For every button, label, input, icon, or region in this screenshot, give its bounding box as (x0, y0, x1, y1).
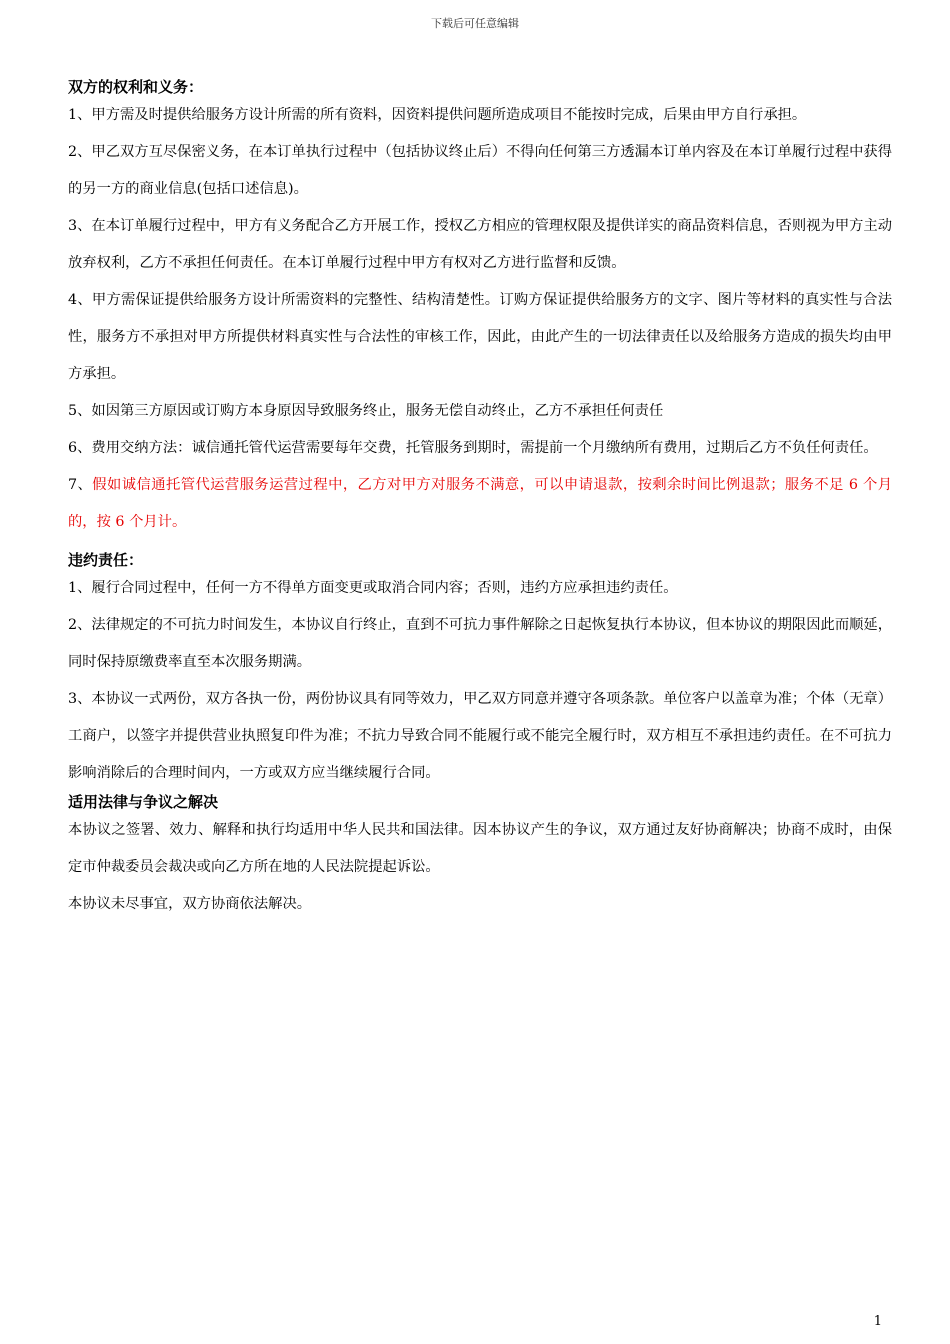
section-heading-rights: 双方的权利和义务： (68, 78, 204, 96)
breach-clause-1: 1、履行合同过程中，任何一方不得单方面变更或取消合同内容；否则，违约方应承担违约责任。 (68, 580, 678, 596)
page-header: 下载后可任意编辑 (431, 17, 519, 30)
rights-clause-6: 6、费用交纳方法：诚信通托管代运营需要每年交费，托管服务到期时，需提前一个月缴纳所有费用，过期后乙方不负任何责任。 (68, 440, 878, 456)
section-heading-breach: 违约责任： (68, 551, 144, 569)
rights-clause-2: 2、甲乙双方互尽保密义务，在本订单执行过程中（包括协议终止后）不得向任何第三方透漏本订单内容及在本订单履行过程中获得的另一方的商业信息(包括口述信息)。 (68, 144, 893, 197)
breach-clause-3: 3、本协议一式两份，双方各执一份，两份协议具有同等效力，甲乙双方同意并遵守各项条款。单位客户以盖章为准；个体（无章）工商户，以签字并提供营业执照复印件为准；不抗力导致合同不能履行或不能完全履行时，双方相互不承担违约责任。在不可抗力影响消除后的合理时间内，一方或双方应当继续履行合同。 (68, 691, 893, 781)
rights-clause-3: 3、在本订单履行过程中，甲方有义务配合乙方开展工作，授权乙方相应的管理权限及提供详实的商品资料信息，否则视为甲方主动放弃权利，乙方不承担任何责任。在本订单履行过程中甲方有权对乙方进行监督和反馈。 (68, 218, 893, 271)
rights-clause-5: 5、如因第三方原因或订购方本身原因导致服务终止，服务无偿自动终止，乙方不承担任何责任 (68, 403, 664, 419)
rights-clause-7-number: 7、 (68, 477, 93, 493)
document-body (68, 77, 892, 923)
breach-clause-2: 2、法律规定的不可抗力时间发生，本协议自行终止，直到不可抗力事件解除之日起恢复执行本协议，但本协议的期限因此而顺延，同时保持原缴费率直至本次服务期满。 (68, 617, 893, 670)
section-heading-law: 适用法律与争议之解决 (68, 793, 219, 811)
page-number: 1 (873, 1314, 882, 1329)
rights-clause-4: 4、甲方需保证提供给服务方设计所需资料的完整性、结构清楚性。订购方保证提供给服务方的文字、图片等材料的真实性与合法性，服务方不承担对甲方所提供材料真实性与合法性的审核工作，因此，由此产生的一切法律责任以及给服务方造成的损失均由甲方承担。 (68, 292, 892, 382)
rights-clause-1: 1、甲方需及时提供给服务方设计所需的所有资料，因资料提供问题所造成项目不能按时完成，后果由甲方自行承担。 (68, 107, 807, 123)
law-clause-1: 本协议之签署、效力、解释和执行均适用中华人民共和国法律。因本协议产生的争议，双方通过友好协商解决；协商不成时，由保定市仲裁委员会裁决或向乙方所在地的人民法院提起诉讼。 (68, 822, 892, 875)
rights-clause-7-refund-text: 假如诚信通托管代运营服务运营过程中，乙方对甲方对服务不满意，可以申请退款，按剩余时间比例退款；服务不足 6 个月的，按 6 个月计。 (68, 477, 892, 530)
rights-clause-7 (68, 467, 892, 541)
law-clause-2: 本协议未尽事宜，双方协商依法解决。 (68, 896, 312, 912)
